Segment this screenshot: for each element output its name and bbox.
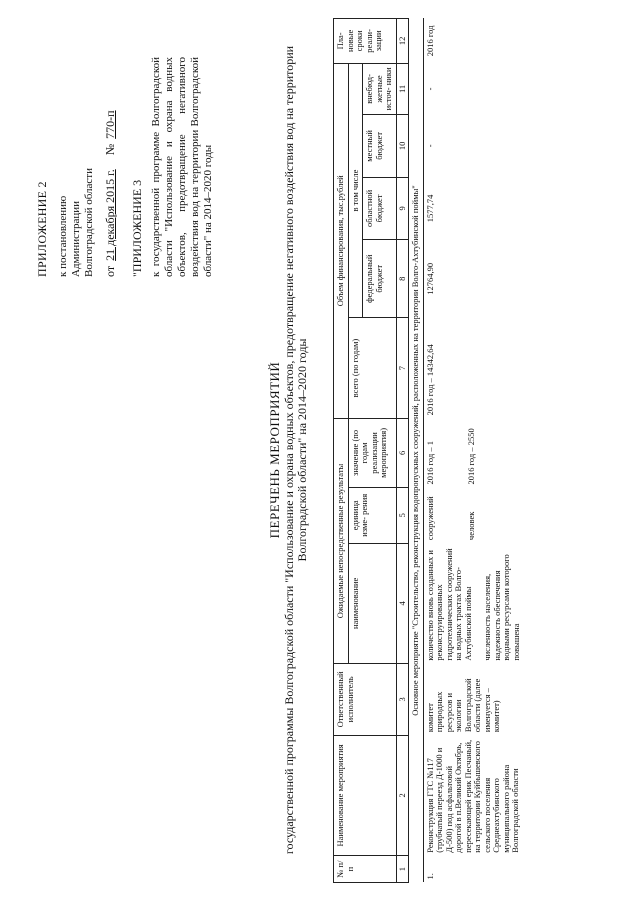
- table-row: [423, 19, 523, 883]
- order-date: 21 декабря 2015 г.: [103, 169, 117, 261]
- column-number: 9: [396, 177, 409, 240]
- header-offbudget: внебюд- жетные источ- ники: [363, 63, 397, 114]
- row-deadline: 2016 год: [424, 25, 435, 57]
- result2-unit: человек: [466, 511, 476, 541]
- row-regional: 1577,74: [424, 194, 435, 223]
- header-total: всего (по годам): [348, 318, 396, 418]
- result2-value: 2016 год – 2550: [466, 428, 476, 485]
- appendix-title: ПРИЛОЖЕНИЕ 2: [35, 181, 49, 277]
- row-results-names: [423, 543, 523, 664]
- row-results-values: [423, 418, 523, 487]
- row-num: 1.: [424, 873, 435, 880]
- order-prefix: от: [103, 265, 117, 277]
- section-title: Основное мероприятие "Строительство, реконструкция водопропускных сооружений, расположенных на территории Волго-Ахтубинской поймы": [409, 19, 424, 883]
- result1-name: количество вновь созданных и реконструированных гидротехнических сооружений на водных трактах Волго-Ахтубинской поймы: [424, 548, 473, 661]
- header-federal: федеральный бюджет: [363, 240, 397, 318]
- document-title: ПЕРЕЧЕНЬ МЕРОПРИЯТИЙ: [267, 361, 282, 539]
- row-total: 2016 год – 14342,64: [424, 344, 435, 416]
- order-reference: [104, 57, 117, 277]
- column-number: 12: [396, 19, 409, 64]
- result2-name: численность населения, надежность обеспечения водными ресурсами которого повышена: [482, 554, 521, 661]
- appendix3-text: к государственной программе Волгоградской области "Использование и охрана водных объектов, предотвращение негативного воздействия вод на территории Волгоградской области" на 2014–2020 годы: [150, 57, 214, 277]
- row-executor: комитет природных ресурсов и экологии Волгоградской области (далее именуется – комитет): [424, 678, 501, 733]
- row-federal: 12764,90: [424, 262, 435, 295]
- section-row: [409, 19, 424, 883]
- column-number: 5: [396, 488, 409, 544]
- header-exp-value: значение (по годам реализации мероприятия): [348, 418, 396, 487]
- column-number: 10: [396, 115, 409, 178]
- order-number-prefix: №: [103, 143, 117, 156]
- appendix-header: [36, 57, 215, 277]
- row-name: Реконструкция ГТС №117 (трубчатый переезд Д-1000 и Д-500) под асфальтовой дорогой в п.Великий Октябрь, пересекающей ерик Песчаный, на территории Куйбышевского сельского поселения Среднеахтубинского муниципального района Волгоградской области: [424, 739, 520, 853]
- column-number: 3: [396, 664, 409, 735]
- appendix-line: Администрации: [70, 200, 82, 277]
- column-number: 4: [396, 543, 409, 664]
- result1-value: 2016 год – 1: [424, 441, 435, 485]
- header-name: Наименование мероприятия: [334, 735, 397, 856]
- header-finance: Объем финансирования, тыс.рублей: [334, 63, 349, 418]
- column-number: 7: [396, 318, 409, 418]
- row-results-units: [423, 488, 523, 544]
- row-offbudget: -: [424, 87, 435, 91]
- header-row: [334, 19, 349, 883]
- document-title-block: [268, 35, 309, 865]
- measures-table: [333, 18, 523, 883]
- column-number: 6: [396, 418, 409, 487]
- column-number: 1: [396, 856, 409, 883]
- header-exp-unit: единица изме- рения: [348, 488, 396, 544]
- header-num: № п/п: [334, 856, 397, 883]
- header-including: в том числе: [348, 63, 363, 318]
- column-number: 8: [396, 240, 409, 318]
- row-local: -: [424, 144, 435, 148]
- header-executor: Ответственный исполнитель: [334, 664, 397, 735]
- header-regional: областной бюджет: [363, 177, 397, 240]
- column-number: 2: [396, 735, 409, 856]
- order-number: 770-п: [103, 110, 117, 139]
- header-expected: Ожидаемые непосредственные результаты: [334, 418, 349, 663]
- appendix3-title: "ПРИЛОЖЕНИЕ 3: [130, 179, 144, 277]
- header-deadline: Пла- новые сроки реали- зации: [334, 19, 397, 64]
- column-number-row: [396, 19, 409, 883]
- header-local: местный бюджет: [363, 115, 397, 178]
- appendix-line: Волгоградской области: [83, 168, 95, 277]
- header-exp-name: наименование: [348, 543, 396, 664]
- result1-unit: сооружений: [424, 496, 435, 541]
- document-subtitle: государственной программы Волгоградской области "Использование и охрана водных объектов, предотвращение негативного воздействия вод на территории Волгоградской области" на 2014–2020 годы: [282, 45, 309, 855]
- column-number: 11: [396, 63, 409, 114]
- appendix-line: к постановлению: [57, 195, 69, 277]
